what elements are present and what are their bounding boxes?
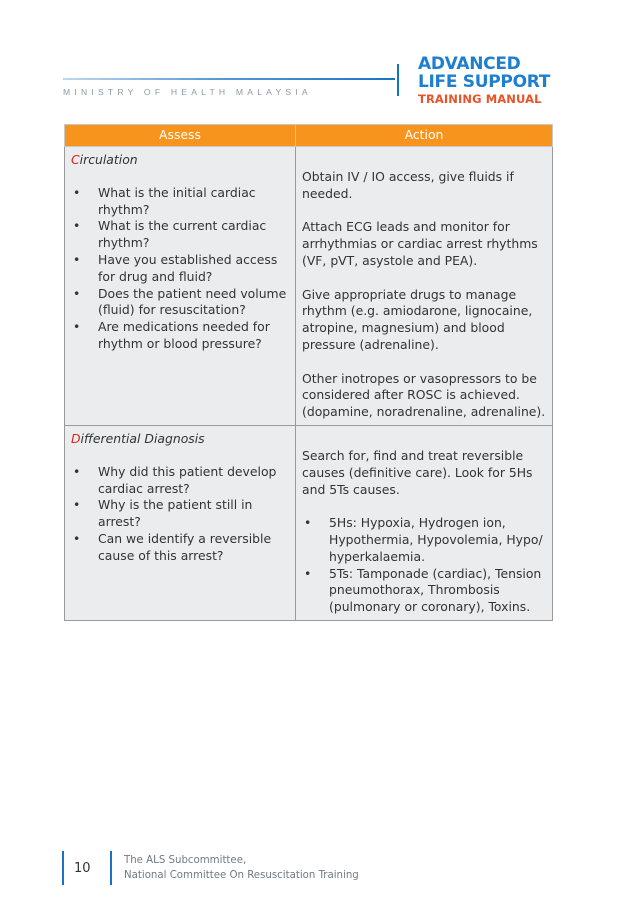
header-divider: [397, 64, 399, 96]
action-paragraph: Search for, find and treat reversible causes (definitive care). Look for 5Hs and 5Ts causes.: [302, 447, 533, 497]
footer-line-1: The ALS Subcommittee,: [124, 855, 247, 866]
table-header-row: [65, 125, 553, 147]
header-assess: Assess: [65, 125, 296, 147]
differential-title: [71, 431, 289, 448]
list-item: • Does the patient need volume (fluid) for resuscitation?: [71, 286, 289, 320]
action-paragraph: Other inotropes or vasopressors to be considered after ROSC is achieved. (dopamine, noradrenaline, adrenaline).: [302, 370, 546, 420]
action-paragraph: Obtain IV / IO access, give fluids if needed.: [302, 169, 514, 201]
list-item: • 5Hs: Hypoxia, Hydrogen ion, Hypothermia, Hypovolemia, Hypo/ hyperkalaemia.: [302, 515, 546, 565]
list-item: • Why did this patient develop cardiac arrest?: [71, 464, 289, 498]
differential-assess-list: [71, 464, 289, 565]
differential-action-cell: [296, 425, 553, 620]
action-paragraph: Attach ECG leads and monitor for arrhythmias or cardiac arrest rhythms (VF, pVT, asystole and PEA).: [302, 219, 538, 268]
list-item: • What is the current cardiac rhythm?: [71, 218, 289, 252]
list-item: • 5Ts: Tamponade (cardiac), Tension pneumothorax, Thrombosis (pulmonary or coronary), Toxins.: [302, 566, 546, 616]
footer-divider-right: [110, 851, 112, 885]
action-paragraph: Give appropriate drugs to manage rhythm (e.g. amiodarone, lignocaine, atropine, magnesium) and blood pressure (adrenaline).: [302, 286, 533, 352]
differential-title-initial: D: [71, 430, 81, 446]
header-rule: [63, 78, 395, 80]
list-item: • Have you established access for drug and fluid?: [71, 252, 289, 286]
brand-line-1: ADVANCED: [418, 54, 521, 74]
manual-brand: [418, 55, 568, 106]
footer-line-2: National Committee On Resuscitation Training: [124, 870, 359, 881]
circulation-title: [71, 152, 289, 169]
circulation-action-cell: [296, 147, 553, 426]
circulation-title-rest: irculation: [79, 152, 138, 167]
assess-action-table: [64, 124, 553, 621]
list-item: • Are medications needed for rhythm or blood pressure?: [71, 319, 289, 353]
brand-line-2: LIFE SUPPORT: [418, 72, 551, 92]
list-item: • What is the initial cardiac rhythm?: [71, 185, 289, 219]
circulation-title-initial: C: [71, 152, 80, 167]
header-action: Action: [296, 125, 553, 147]
differential-title-rest: ifferential Diagnosis: [80, 430, 205, 446]
differential-assess-cell: [65, 425, 296, 620]
brand-line-3: TRAINING MANUAL: [418, 92, 542, 106]
list-item: • Can we identify a reversible cause of this arrest?: [71, 531, 289, 565]
footer-divider-left: [62, 851, 64, 885]
page-number: 10: [74, 861, 91, 876]
table-row-circulation: [65, 147, 553, 426]
circulation-assess-list: [71, 185, 289, 353]
table-row-differential: [65, 425, 553, 620]
list-item: • Why is the patient still in arrest?: [71, 497, 289, 531]
differential-action-list: [302, 515, 546, 616]
footer-credit: [124, 853, 359, 883]
ministry-label: MINISTRY OF HEALTH MALAYSIA: [63, 87, 312, 97]
circulation-assess-cell: [65, 147, 296, 426]
